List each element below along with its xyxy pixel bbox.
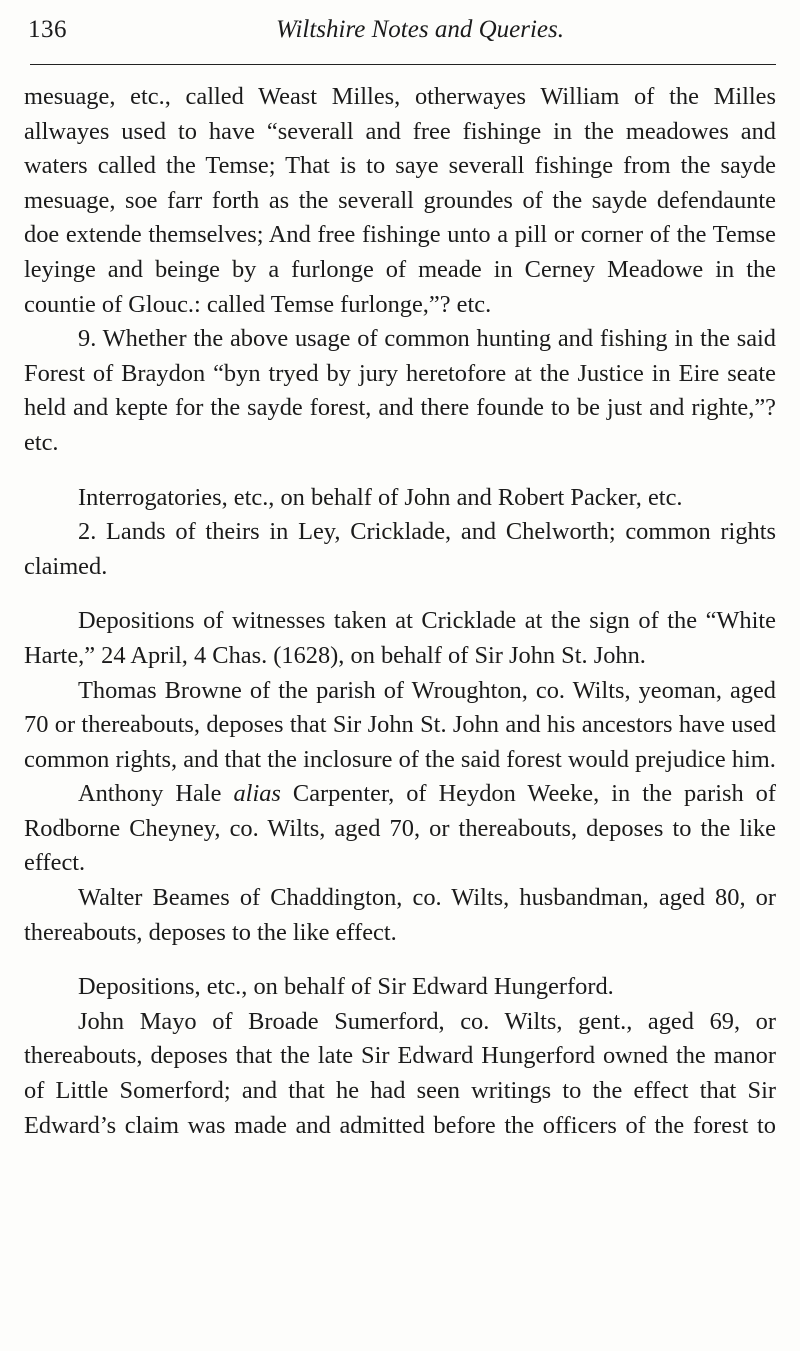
paragraph-thomas-browne: Thomas Browne of the parish of Wroughton, co. Wilts, yeoman, aged 70 or thereabouts, deposes that Sir John St. John and his ancestors have used common rights, and that the inclosure of the said forest would prejudice him.	[24, 676, 776, 773]
anthony-hale-text-after: Carpenter, of Heydon Weeke, in the parish of Rodborne Cheyney, co. Wilts, aged 70, or thereabouts, deposes to the like effect.	[24, 780, 776, 877]
alias-italic: alias	[233, 780, 281, 808]
page-header	[28, 14, 772, 54]
page-number: 136	[28, 16, 67, 43]
paragraph-john-mayo: John Mayo of Broade Sumerford, co. Wilts, gent., aged 69, or thereabouts, deposes that the late Sir Edward Hungerford owned the manor of Little Somerford; and that he had seen writings to the effect that Sir Edward’s claim was made and admitted before the officers of the forest to	[24, 1007, 776, 1139]
anthony-hale-text-before: Anthony Hale	[78, 780, 234, 808]
paragraph-walter-beames: Walter Beames of Chaddington, co. Wilts, husbandman, aged 80, or thereabouts, deposes to the like effect.	[24, 884, 776, 946]
paragraph-item-2: 2. Lands of theirs in Ley, Cricklade, and Chelworth; common rights claimed.	[24, 518, 776, 580]
paragraph-interrogatories: Interrogatories, etc., on behalf of John and Robert Packer, etc.	[78, 483, 683, 511]
paragraph-depositions-st-john: Depositions of witnesses taken at Cricklade at the sign of the “White Harte,” 24 April, 4 Chas. (1628), on behalf of Sir John St. John.	[24, 607, 776, 669]
page-body	[24, 80, 776, 1143]
paragraph-continuation: mesuage, etc., called Weast Milles, otherwayes William of the Milles allwayes used to have “severall and free fishinge in the meadowes and waters called the Temse; That is to saye severall fishinge from the sayde mesuage, soe farr forth as the severall groundes of the sayde defendaunte doe extende themselves; And free fishinge unto a pill or corner of the Temse leyinge and beinge by a furlonge of meade in Cerney Meadowe in the countie of Glouc.: called Temse furlonge,”? etc.	[24, 83, 776, 318]
paragraph-anthony-hale	[24, 777, 776, 881]
header-rule	[30, 64, 776, 65]
paragraph-item-9: 9. Whether the above usage of common hunting and fishing in the said Forest of Braydon “byn tryed by jury heretofore at the Justice in Eire seate held and kepte for the sayde forest, and there founde to be just and righte,”? etc.	[24, 325, 776, 456]
running-title: Wiltshire Notes and Queries.	[276, 16, 564, 43]
paragraph-depositions-hungerford: Depositions, etc., on behalf of Sir Edward Hungerford.	[78, 973, 614, 1001]
